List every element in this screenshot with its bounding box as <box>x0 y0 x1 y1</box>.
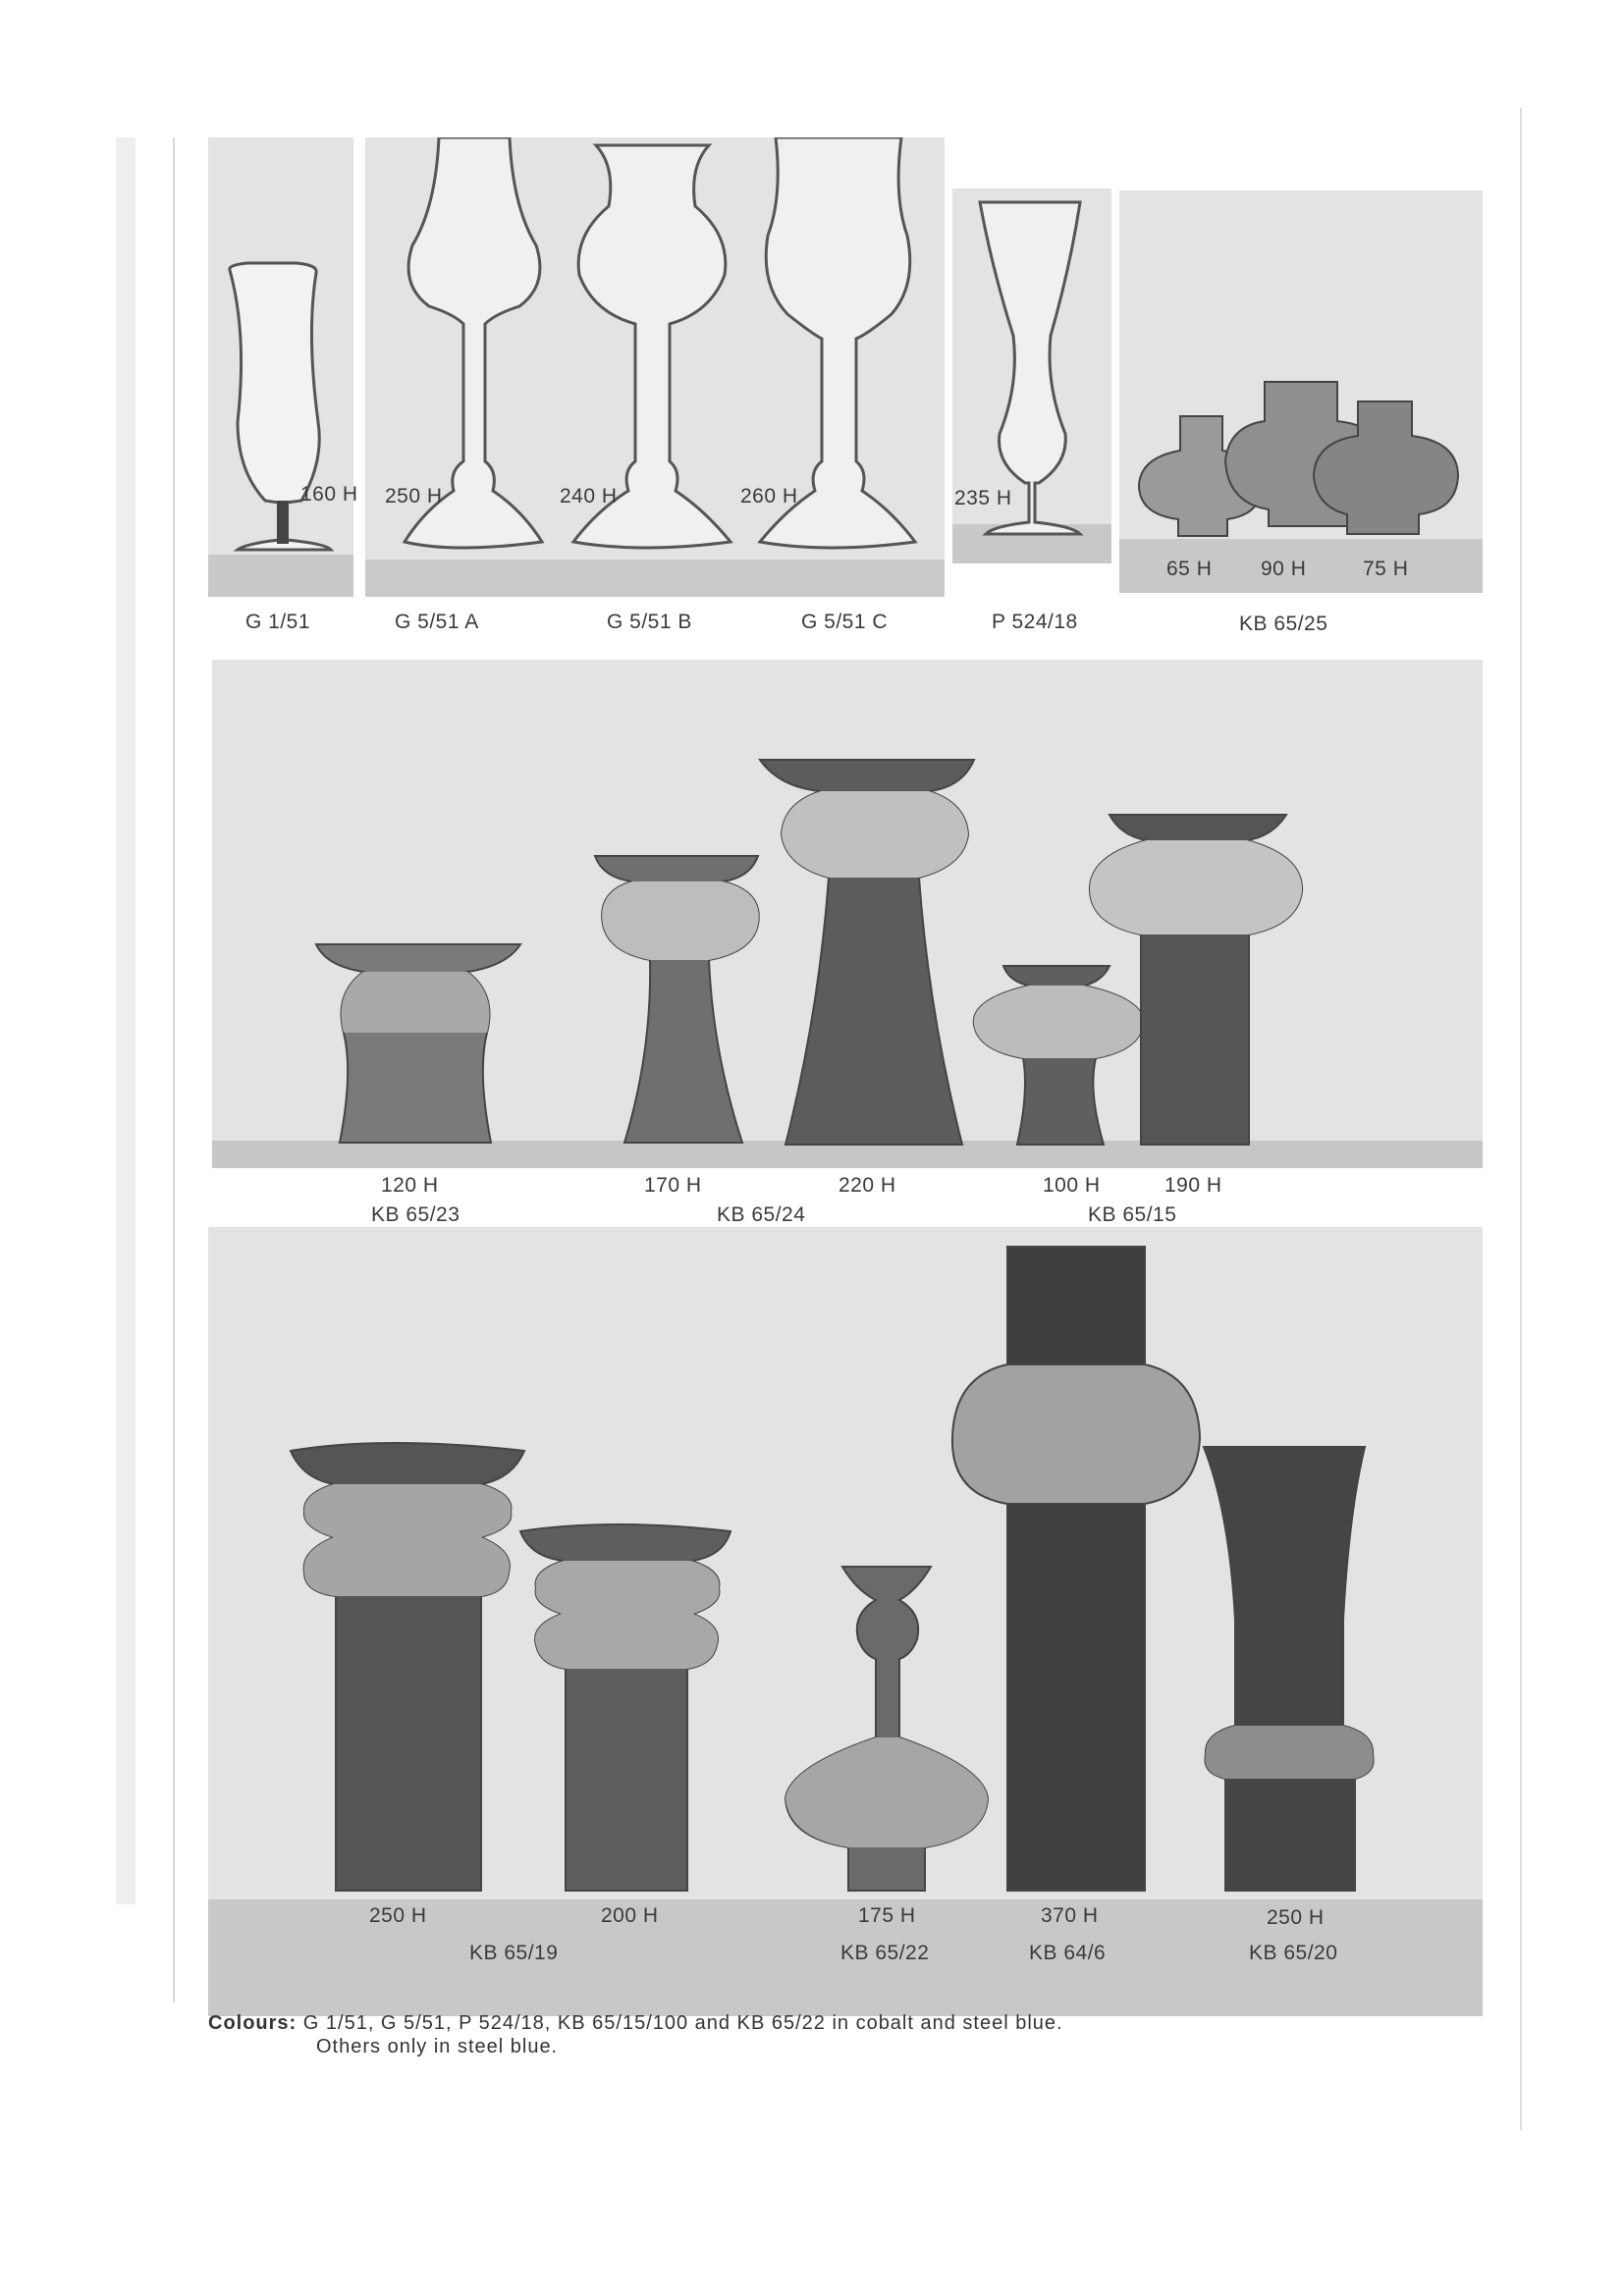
vases-kb-65-25-graphic <box>1119 190 1483 593</box>
colours-caption <box>208 2012 1475 2035</box>
model-label-g-5-51-b: G 5/51 B <box>607 611 692 633</box>
height-label-g-1-51: 160 H <box>300 483 358 506</box>
photo-bottom-row <box>208 1227 1483 2016</box>
right-margin-line <box>1520 108 1522 2130</box>
height-label-kb-65-24-b: 220 H <box>839 1174 896 1197</box>
colours-caption-line2-row <box>316 2036 558 2058</box>
vase-g-1-51-graphic <box>208 137 353 597</box>
left-margin-strip <box>116 137 135 1904</box>
height-label-kb-65-15-a: 100 H <box>1043 1174 1101 1197</box>
height-label-kb-65-25-a: 65 H <box>1166 558 1213 580</box>
model-label-kb-65-23: KB 65/23 <box>371 1203 460 1226</box>
model-label-g-5-51-a: G 5/51 A <box>395 611 479 633</box>
height-label-kb-65-25-c: 75 H <box>1363 558 1409 580</box>
photo-g-5-51 <box>365 137 945 597</box>
height-label-kb-65-24-a: 170 H <box>644 1174 702 1197</box>
height-label-kb-65-19-a: 250 H <box>369 1904 427 1927</box>
height-label-kb-64-6: 370 H <box>1041 1904 1099 1927</box>
height-label-kb-65-23: 120 H <box>381 1174 439 1197</box>
height-label-g-5-51-a: 250 H <box>385 485 443 507</box>
height-label-kb-65-15-b: 190 H <box>1164 1174 1222 1197</box>
vases-middle-row-graphic <box>212 660 1483 1168</box>
colours-caption-line1: G 1/51, G 5/51, P 524/18, KB 65/15/100 and KB 65/22 in cobalt and steel blue. <box>302 2012 1063 2034</box>
colours-caption-line2: Others only in steel blue. <box>316 2036 559 2057</box>
model-label-kb-65-20: KB 65/20 <box>1249 1942 1338 1964</box>
vases-bottom-row-graphic <box>208 1227 1483 2016</box>
photo-g-1-51 <box>208 137 353 597</box>
vases-g-5-51-graphic <box>365 137 945 597</box>
height-label-kb-65-20: 250 H <box>1267 1906 1325 1929</box>
height-label-kb-65-25-b: 90 H <box>1261 558 1307 580</box>
left-margin-line <box>173 137 175 2002</box>
colours-caption-label: Colours: <box>208 2012 298 2034</box>
height-label-p-524-18: 235 H <box>954 487 1012 509</box>
model-label-p-524-18: P 524/18 <box>992 611 1078 633</box>
height-label-kb-65-22: 175 H <box>858 1904 916 1927</box>
model-label-kb-64-6: KB 64/6 <box>1029 1942 1107 1964</box>
photo-kb-65-25 <box>1119 190 1483 593</box>
model-label-g-1-51: G 1/51 <box>245 611 311 633</box>
model-label-kb-65-15: KB 65/15 <box>1088 1203 1177 1226</box>
photo-middle-row <box>212 660 1483 1168</box>
model-label-kb-65-22: KB 65/22 <box>840 1942 930 1964</box>
model-label-g-5-51-c: G 5/51 C <box>801 611 889 633</box>
height-label-g-5-51-b: 240 H <box>560 485 618 507</box>
height-label-kb-65-19-b: 200 H <box>601 1904 659 1927</box>
model-label-kb-65-24: KB 65/24 <box>717 1203 806 1226</box>
height-label-g-5-51-c: 260 H <box>740 485 798 507</box>
model-label-kb-65-25: KB 65/25 <box>1239 613 1328 635</box>
model-label-kb-65-19: KB 65/19 <box>469 1942 559 1964</box>
